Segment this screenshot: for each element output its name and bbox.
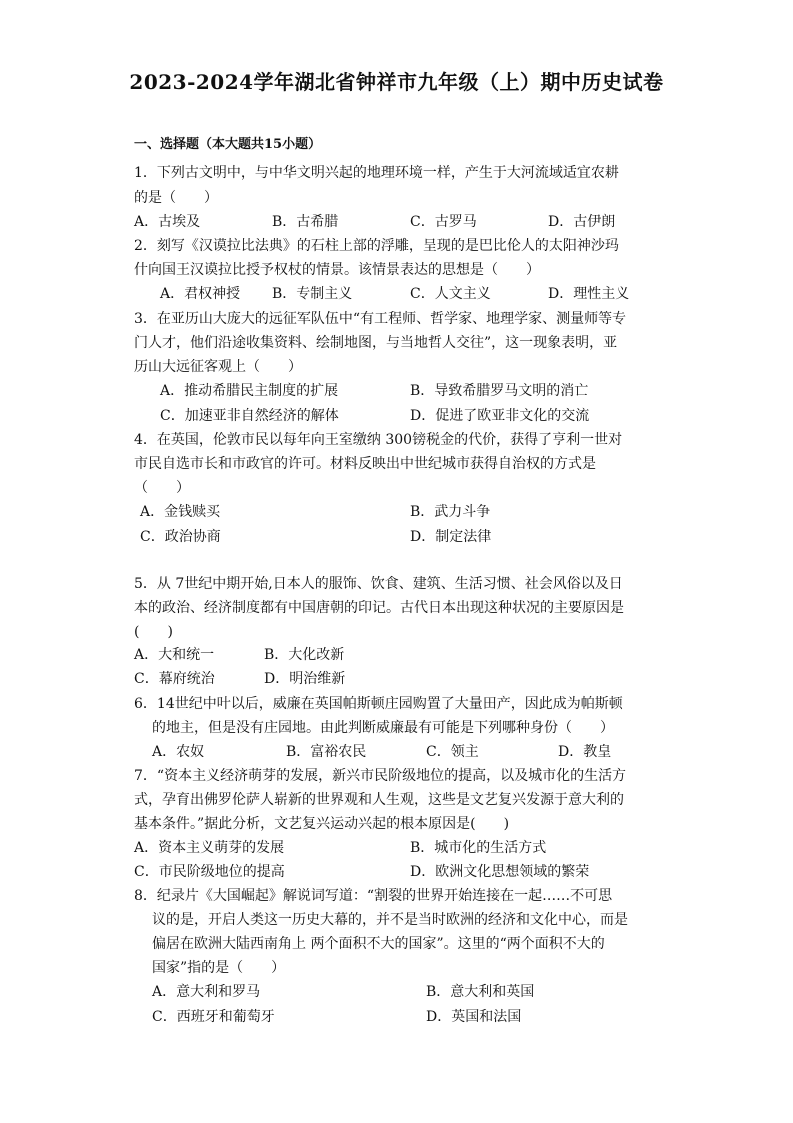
question-3-line-2: 门人才，他们沿途收集资料、绘制地图，与当地哲人交往”，这一现象表明，亚 xyxy=(134,335,618,351)
question-8-option-a: A．意大利和罗马 xyxy=(152,984,261,1000)
question-4-option-c: C．政治协商 xyxy=(140,529,221,545)
question-7-option-b: B．城市化的生活方式 xyxy=(410,840,547,856)
exam-title: 2023-2024学年湖北省钟祥市九年级（上）期中历史试卷 xyxy=(129,70,664,94)
question-3-option-d: D．促进了欧亚非文化的交流 xyxy=(410,408,590,424)
question-5-option-a: A．大和统一 xyxy=(134,647,215,663)
question-7-option-d: D．欧洲文化思想领域的繁荣 xyxy=(410,864,590,880)
question-1-line-1: 1．下列古文明中，与中华文明兴起的地理环境一样，产生于大河流域适宜农耕 xyxy=(134,165,619,181)
question-5-line-2: 本的政治、经济制度都有中国唐朝的印记。古代日本出现这种状况的主要原因是 xyxy=(134,600,624,616)
question-8-line-3: 偏居在欧洲大陆西南角上 两个面积不大的国家”。这里的“两个面积不大的 xyxy=(152,936,605,952)
question-5-line-3: ( ) xyxy=(134,624,173,640)
question-1-option-b: B．古希腊 xyxy=(272,214,339,230)
question-6-option-a: A．农奴 xyxy=(152,744,205,760)
question-6-option-c: C．领主 xyxy=(426,744,479,760)
question-2-option-b: B．专制主义 xyxy=(272,286,353,302)
question-1-option-a: A．古埃及 xyxy=(134,214,201,230)
question-8-option-c: C．西班牙和葡萄牙 xyxy=(152,1009,275,1025)
question-5-option-b: B．大化改新 xyxy=(264,647,345,663)
question-8-option-b: B．意大利和英国 xyxy=(426,984,535,1000)
question-5-line-1: 5．从 7世纪中期开始,日本人的服饰、饮食、建筑、生活习惯、社会风俗以及日 xyxy=(134,576,623,592)
question-3-line-3: 历山大远征客观上（ ） xyxy=(134,359,302,375)
question-4-line-1: 4．在英国，伦敦市民以每年向王室缴纳 300镑税金的代价，获得了亨利一世对 xyxy=(134,432,623,448)
question-2-line-2: 什向国王汉谟拉比授予权杖的情景。该情景表达的思想是（ ） xyxy=(134,262,540,278)
question-7-line-1: 7．“资本主义经济萌芽的发展，新兴市民阶级地位的提高，以及城市化的生活方 xyxy=(134,768,627,784)
question-1-option-d: D．古伊朗 xyxy=(548,214,616,230)
question-8-line-4: 国家”指的是（ ） xyxy=(152,960,286,976)
question-3-line-1: 3．在亚历山大庞大的远征军队伍中“有工程师、哲学家、地理学家、测量师等专 xyxy=(134,311,627,327)
question-3-option-b: B．导致希腊罗马文明的消亡 xyxy=(410,383,589,399)
question-5-option-d: D．明治维新 xyxy=(264,671,346,687)
question-8-line-2: 议的是，开启人类这一历史大幕的，并不是当时欧洲的经济和文化中心，而是 xyxy=(152,912,628,928)
question-2-option-d: D．理性主义 xyxy=(548,286,630,302)
question-4-option-b: B．武力斗争 xyxy=(410,504,491,520)
question-7-line-3: 基本条件。”据此分析，文艺复兴运动兴起的根本原因是( ) xyxy=(134,816,510,832)
question-8-option-d: D．英国和法国 xyxy=(426,1009,522,1025)
question-6-line-2: 的地主，但是没有庄园地。由此判断威廉最有可能是下列哪种身份（ ） xyxy=(152,720,614,736)
question-2-option-c: C．人文主义 xyxy=(410,286,491,302)
question-4-line-3: （ ） xyxy=(134,480,190,496)
question-1-option-c: C．古罗马 xyxy=(410,214,477,230)
question-7-option-c: C．市民阶级地位的提高 xyxy=(134,864,285,880)
question-2-line-1: 2．刻写《汉谟拉比法典》的石柱上部的浮雕，呈现的是巴比伦人的太阳神沙玛 xyxy=(134,238,619,254)
question-6-line-1: 6．14世纪中叶以后，威廉在英国帕斯顿庄园购置了大量田产，因此成为帕斯顿 xyxy=(134,696,623,712)
question-8-line-1: 8．纪录片《大国崛起》解说词写道：“割裂的世界开始连接在一起……不可思 xyxy=(134,888,613,904)
question-6-option-d: D．教皇 xyxy=(558,744,612,760)
question-3-option-c: C．加速亚非自然经济的解体 xyxy=(160,408,339,424)
question-4-option-a: A．金钱赎买 xyxy=(140,504,221,520)
section-heading: 一、选择题（本大题共15小题） xyxy=(134,137,322,152)
question-3-option-a: A．推动希腊民主制度的扩展 xyxy=(160,383,339,399)
question-1-line-2: 的是（ ） xyxy=(134,190,218,206)
question-5-option-c: C．幕府统治 xyxy=(134,671,215,687)
question-4-line-2: 市民自选市长和市政官的许可。材料反映出中世纪城市获得自治权的方式是 xyxy=(134,456,596,472)
question-4-option-d: D．制定法律 xyxy=(410,529,492,545)
question-2-option-a: A．君权神授 xyxy=(160,286,241,302)
question-7-line-2: 式，孕育出佛罗伦萨人崭新的世界观和人生观，这些是文艺复兴发源于意大利的 xyxy=(134,792,624,808)
question-6-option-b: B．富裕农民 xyxy=(286,744,367,760)
question-7-option-a: A．资本主义萌芽的发展 xyxy=(134,840,285,856)
